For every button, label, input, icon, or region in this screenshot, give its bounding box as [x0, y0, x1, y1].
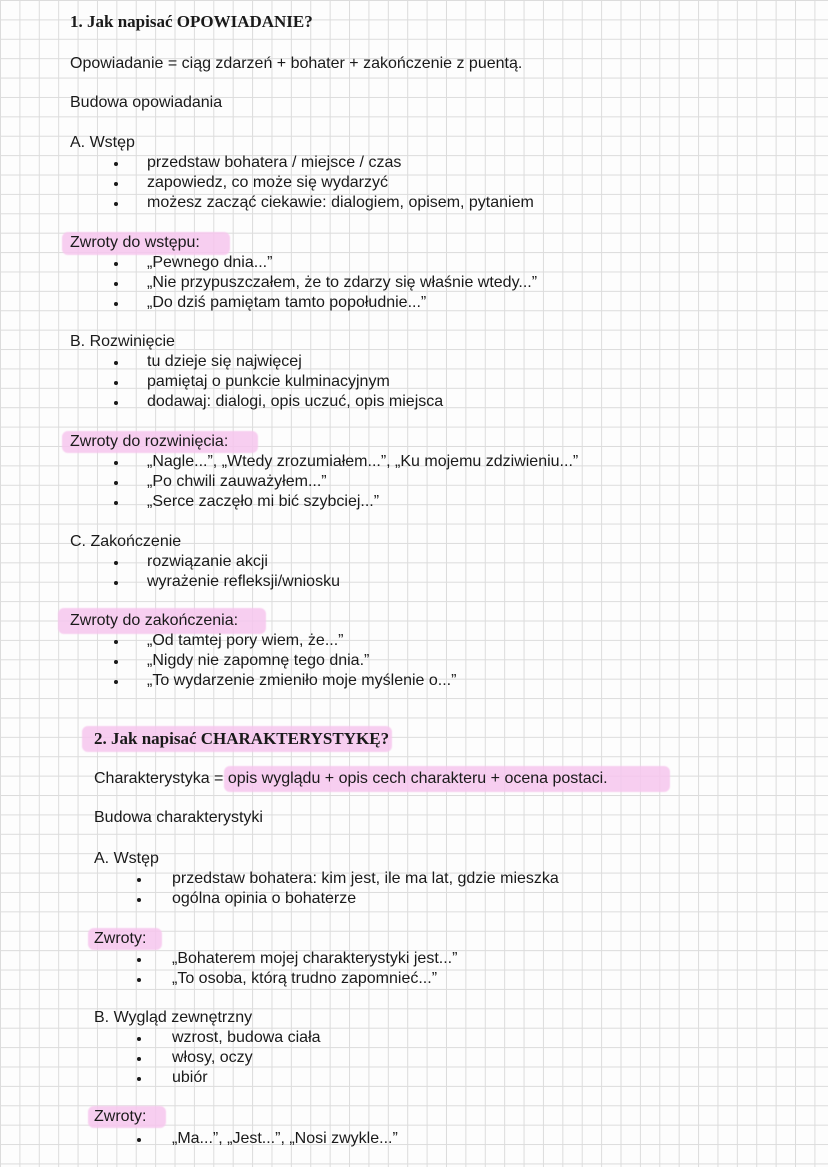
- bullet: [137, 1057, 141, 1061]
- bullet: [137, 878, 141, 882]
- bullet: [137, 1077, 141, 1081]
- section1-structure-heading: Budowa opowiadania: [70, 94, 223, 111]
- list-item: dodawaj: dialogi, opis uczuć, opis miejsca: [147, 393, 444, 410]
- section1-b-heading: B. Rozwinięcie: [70, 333, 175, 350]
- bullet: [137, 1138, 141, 1142]
- bullet: [137, 898, 141, 902]
- phrase-item: „Nagle...”, „Wtedy zrozumiałem...”, „Ku mojemu zdziwieniu...”: [147, 453, 579, 470]
- bullet: [114, 302, 118, 306]
- section2-title: 2. Jak napisać CHARAKTERYSTYKĘ?: [94, 729, 390, 748]
- section2-definition: [94, 769, 608, 789]
- bullet: [114, 182, 118, 186]
- bullet: [114, 461, 118, 465]
- phrase-item: „Serce zaczęło mi bić szybciej...”: [147, 493, 380, 510]
- bullet: [114, 501, 118, 505]
- bullet: [114, 481, 118, 485]
- section2-a-heading: A. Wstęp: [94, 850, 159, 867]
- list-item: ubiór: [172, 1069, 208, 1086]
- bullet: [114, 680, 118, 684]
- section1-definition: Opowiadanie = ciąg zdarzeń + bohater + zakończenie z puentą.: [70, 55, 523, 72]
- phrase-item: „Nie przypuszczałem, że to zdarzy się właśnie wtedy...”: [147, 274, 538, 291]
- bullet: [137, 1037, 141, 1041]
- phrase-item: „Po chwili zauważyłem...”: [147, 473, 327, 490]
- phrase-item: „Ma...”, „Jest...”, „Nosi zwykle...”: [172, 1130, 398, 1147]
- bullet: [137, 978, 141, 982]
- bullet: [114, 162, 118, 166]
- phrase-item: „Do dziś pamiętam tamto popołudnie...”: [147, 294, 427, 311]
- phrase-item: „To osoba, którą trudno zapomnieć...”: [172, 970, 438, 987]
- bullet: [137, 958, 141, 962]
- phrase-item: „To wydarzenie zmieniło moje myślenie o...”: [147, 672, 457, 689]
- section2-b-phrases-heading: Zwroty:: [94, 1108, 147, 1125]
- list-item: tu dzieje się najwięcej: [147, 353, 302, 370]
- section2-a-phrases-heading: Zwroty:: [94, 930, 147, 947]
- bullet: [114, 561, 118, 565]
- section2-definition-rest: opis wyglądu + opis cech charakteru + ocena postaci.: [223, 770, 608, 787]
- list-item: wzrost, budowa ciała: [172, 1029, 321, 1046]
- bullet: [114, 262, 118, 266]
- phrase-item: „Nigdy nie zapomnę tego dnia.”: [147, 652, 370, 669]
- section1-a-heading: A. Wstęp: [70, 134, 135, 151]
- list-item: pamiętaj o punkcie kulminacyjnym: [147, 373, 390, 390]
- section2-structure-heading: Budowa charakterystyki: [94, 809, 263, 826]
- bullet: [114, 361, 118, 365]
- list-item: ogólna opinia o bohaterze: [172, 890, 357, 907]
- phrase-item: „Od tamtej pory wiem, że...”: [147, 632, 344, 649]
- bullet: [114, 640, 118, 644]
- bullet: [114, 282, 118, 286]
- bullet: [114, 581, 118, 585]
- list-item: przedstaw bohatera: kim jest, ile ma lat, gdzie mieszka: [172, 870, 559, 887]
- bullet: [114, 660, 118, 664]
- list-item: wyrażenie refleksji/wniosku: [147, 573, 340, 590]
- bullet: [114, 381, 118, 385]
- section1-c-heading: C. Zakończenie: [70, 533, 182, 550]
- list-item: zapowiedz, co może się wydarzyć: [147, 174, 388, 191]
- list-item: możesz zacząć ciekawie: dialogiem, opisem, pytaniem: [147, 194, 534, 211]
- bullet: [114, 401, 118, 405]
- section1-a-phrases-heading: Zwroty do wstępu:: [70, 234, 200, 251]
- list-item: włosy, oczy: [172, 1049, 253, 1066]
- phrase-item: „Pewnego dnia...”: [147, 254, 273, 271]
- section2-b-heading: B. Wygląd zewnętrzny: [94, 1009, 253, 1026]
- section1-b-phrases-heading: Zwroty do rozwinięcia:: [70, 433, 229, 450]
- section2-definition-lead: Charakterystyka =: [94, 770, 224, 787]
- list-item: przedstaw bohatera / miejsce / czas: [147, 154, 402, 171]
- bullet: [114, 202, 118, 206]
- section1-c-phrases-heading: Zwroty do zakończenia:: [70, 612, 239, 629]
- section1-title: 1. Jak napisać OPOWIADANIE?: [70, 12, 313, 31]
- phrase-item: „Bohaterem mojej charakterystyki jest...”: [172, 950, 458, 967]
- list-item: rozwiązanie akcji: [147, 553, 268, 570]
